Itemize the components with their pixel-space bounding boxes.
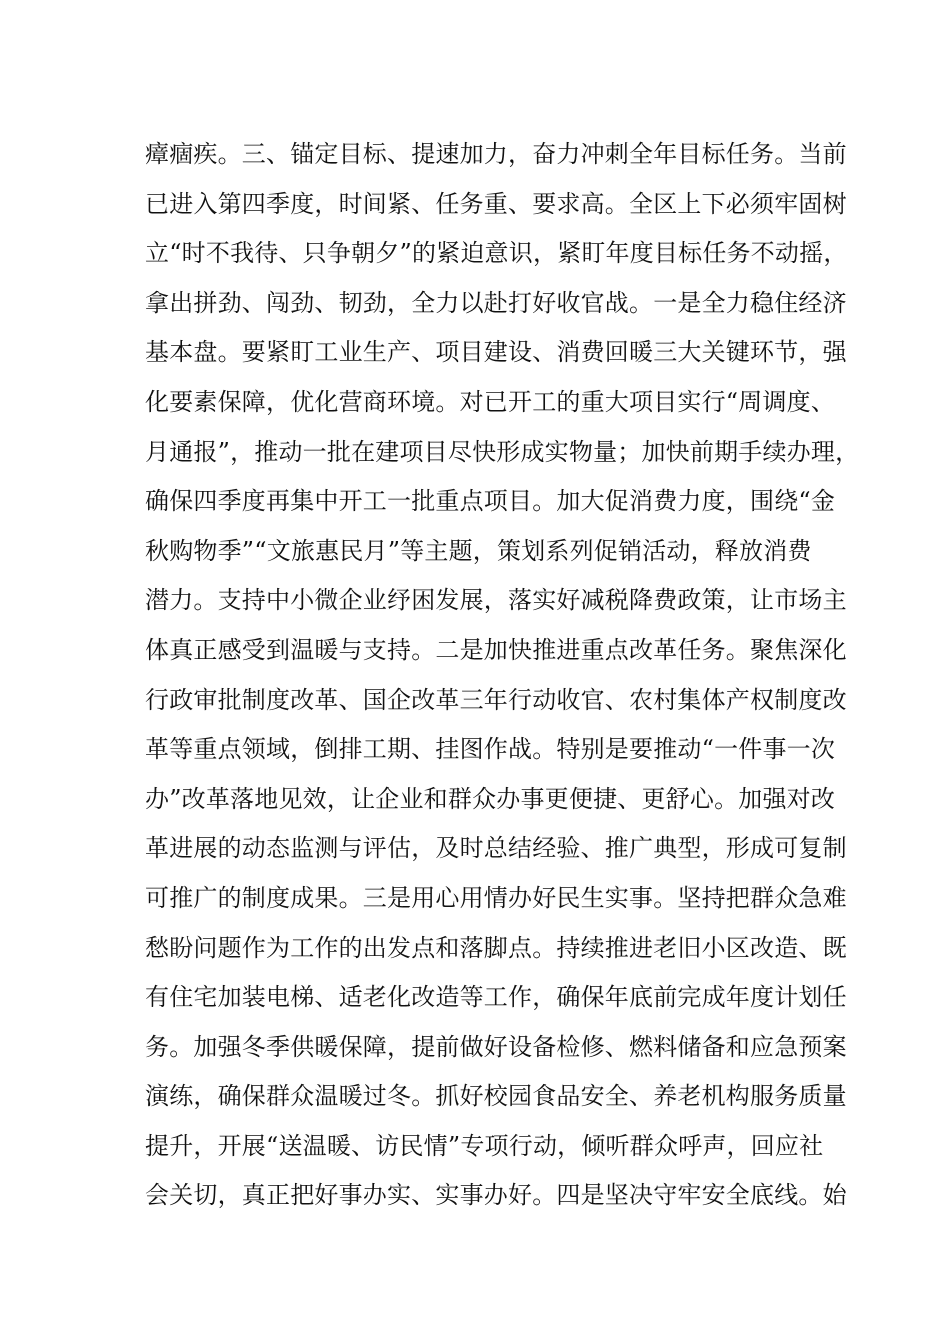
text-line: 愁盼问题作为工作的出发点和落脚点。持续推进老旧小区改造、既 xyxy=(145,933,847,962)
text-line: 演练，确保群众温暖过冬。抓好校园食品安全、养老机构服务质量 xyxy=(145,1082,847,1111)
text-line: 基本盘。要紧盯工业生产、项目建设、消费回暖三大关键环节，强 xyxy=(145,338,847,367)
body-text xyxy=(145,135,860,1226)
text-line: 体真正感受到温暖与支持。二是加快推进重点改革任务。聚焦深化 xyxy=(145,635,847,664)
text-line: 办”改革落地见效，让企业和群众办事更便捷、更舒心。加强对改 xyxy=(145,784,836,813)
text-line: 秋购物季”“文旅惠民月”等主题，策划系列促销活动，释放消费 xyxy=(145,536,812,565)
text-line: 提升，开展“送温暖、访民情”专项行动，倾听群众呼声，回应社 xyxy=(145,1131,824,1160)
text-line: 月通报”，推动一批在建项目尽快形成实物量；加快前期手续办理， xyxy=(145,437,860,466)
text-line: 革等重点领域，倒排工期、挂图作战。特别是要推动“一件事一次 xyxy=(145,735,836,764)
text-line: 拿出拼劲、闯劲、韧劲，全力以赴打好收官战。一是全力稳住经济 xyxy=(145,288,847,317)
text-line: 确保四季度再集中开工一批重点项目。加大促消费力度，围绕“金 xyxy=(145,487,836,516)
text-line: 潜力。支持中小微企业纾困发展，落实好减税降费政策，让市场主 xyxy=(145,586,847,615)
text-line: 有住宅加装电梯、适老化改造等工作，确保年底前完成年度计划任 xyxy=(145,983,847,1012)
text-line: 务。加强冬季供暖保障，提前做好设备检修、燃料储备和应急预案 xyxy=(145,1032,847,1061)
text-line: 瘴痼疾。三、锚定目标、提速加力，奋力冲刺全年目标任务。当前 xyxy=(145,140,847,168)
text-line: 革进展的动态监测与评估，及时总结经验、推广典型，形成可复制 xyxy=(145,834,847,863)
text-line: 会关切，真正把好事办实、实事办好。四是坚决守牢安全底线。始 xyxy=(145,1181,847,1210)
text-line: 行政审批制度改革、国企改革三年行动收官、农村集体产权制度改 xyxy=(145,685,847,714)
text-line: 化要素保障，优化营商环境。对已开工的重大项目实行“周调度、 xyxy=(145,387,836,416)
text-line: 可推广的制度成果。三是用心用情办好民生实事。坚持把群众急难 xyxy=(145,883,847,912)
text-line: 立“时不我待、只争朝夕”的紧迫意识，紧盯年度目标任务不动摇， xyxy=(145,239,848,268)
text-line: 已进入第四季度，时间紧、任务重、要求高。全区上下必须牢固树 xyxy=(145,189,847,218)
